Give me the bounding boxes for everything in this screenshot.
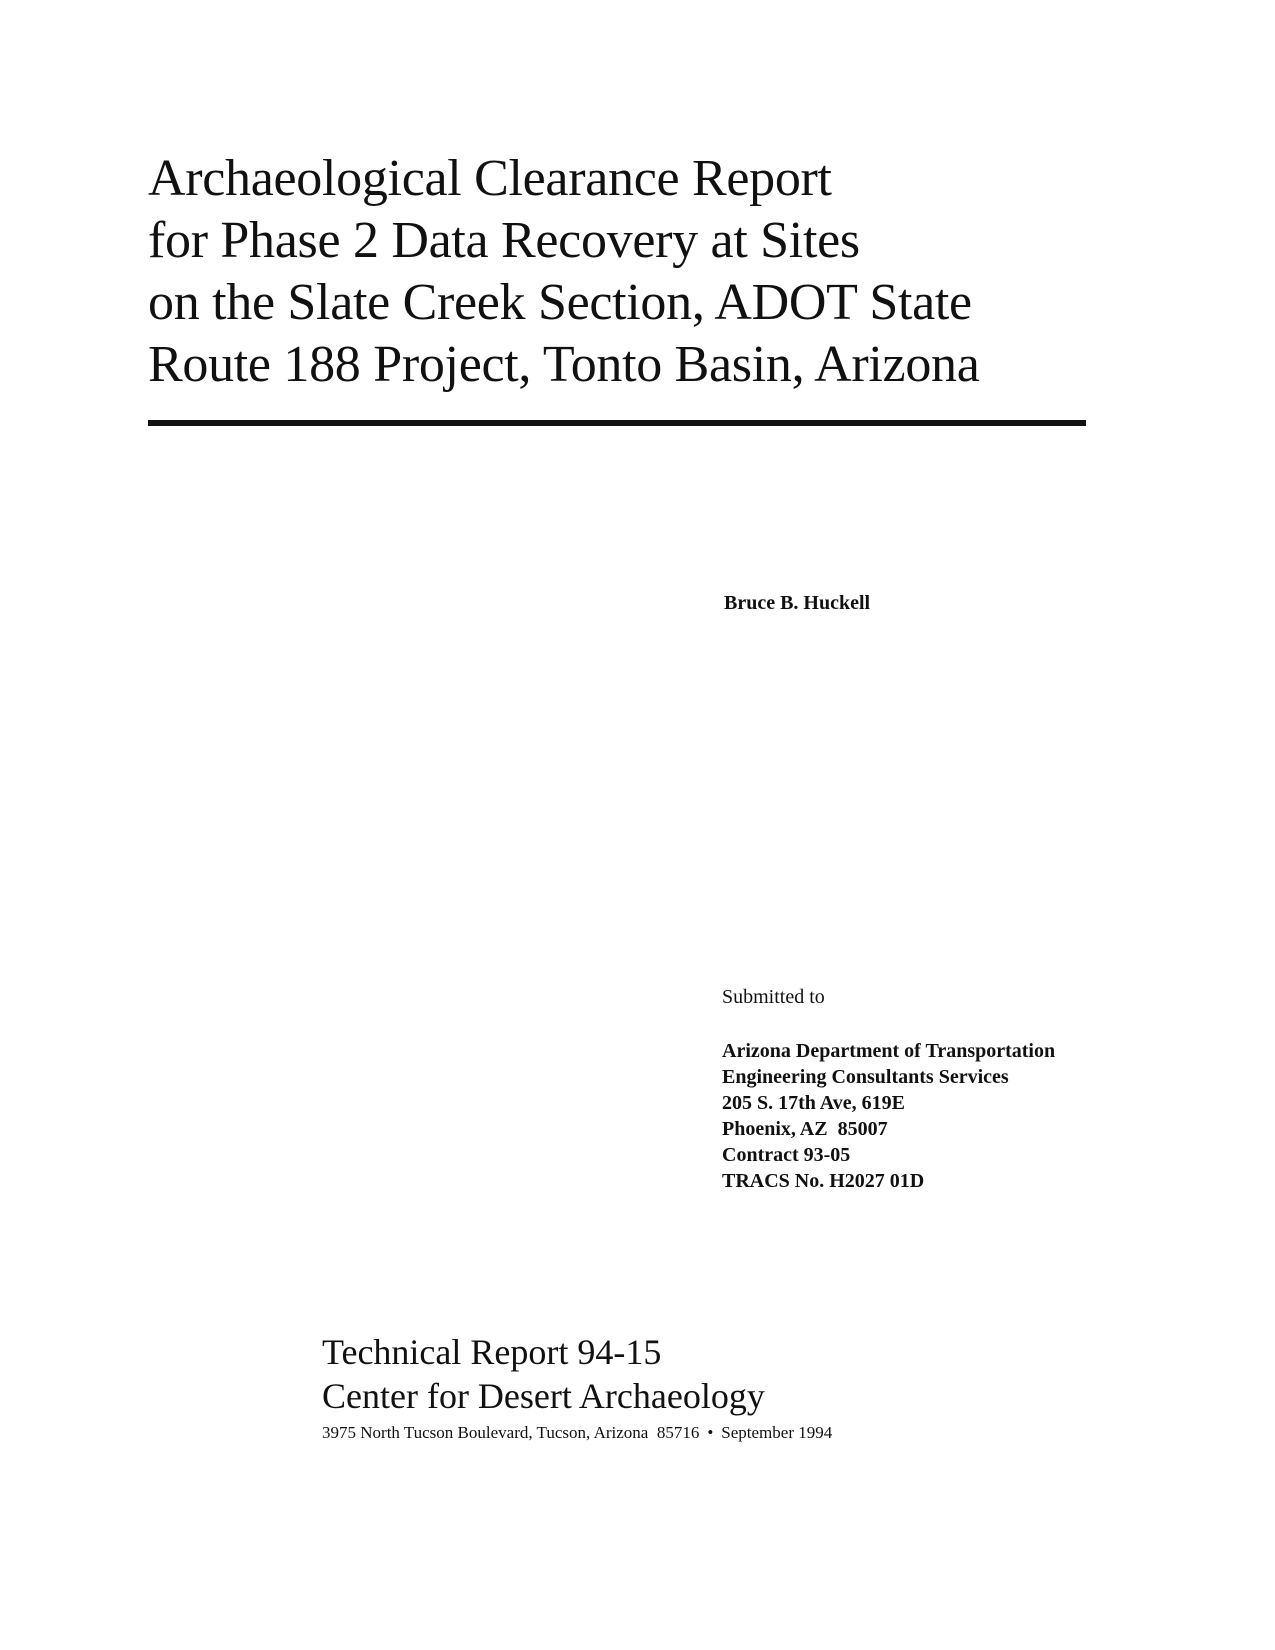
report-title	[148, 148, 1108, 396]
title-divider	[148, 420, 1086, 426]
title-line-4: Route 188 Project, Tonto Basin, Arizona	[148, 336, 980, 393]
publication-date: September 1994	[721, 1423, 833, 1442]
title-line-1: Archaeological Clearance Report	[148, 150, 832, 207]
recipient-line-2: Engineering Consultants Services	[722, 1066, 1009, 1088]
recipient-line-3: 205 S. 17th Ave, 619E	[722, 1092, 905, 1114]
organization-name: Center for Desert Archaeology	[322, 1376, 765, 1416]
recipient-line-5: Contract 93-05	[722, 1144, 851, 1166]
recipient-line-1: Arizona Department of Transportation	[722, 1040, 1056, 1062]
author-name: Bruce B. Huckell	[724, 592, 871, 614]
recipient-line-4: Phoenix, AZ 85007	[722, 1118, 888, 1140]
address: 3975 North Tucson Boulevard, Tucson, Arizona 85716	[322, 1423, 700, 1442]
bullet-separator: •	[707, 1423, 714, 1442]
title-line-2: for Phase 2 Data Recovery at Sites	[148, 212, 860, 269]
recipient-line-6: TRACS No. H2027 01D	[722, 1170, 925, 1192]
title-line-3: on the Slate Creek Section, ADOT State	[148, 274, 972, 331]
submitted-to-label: Submitted to	[722, 986, 825, 1008]
publisher-footer	[322, 1330, 832, 1444]
report-number: Technical Report 94-15	[322, 1332, 662, 1372]
address-line	[322, 1422, 832, 1444]
recipient-block	[722, 1038, 1055, 1194]
